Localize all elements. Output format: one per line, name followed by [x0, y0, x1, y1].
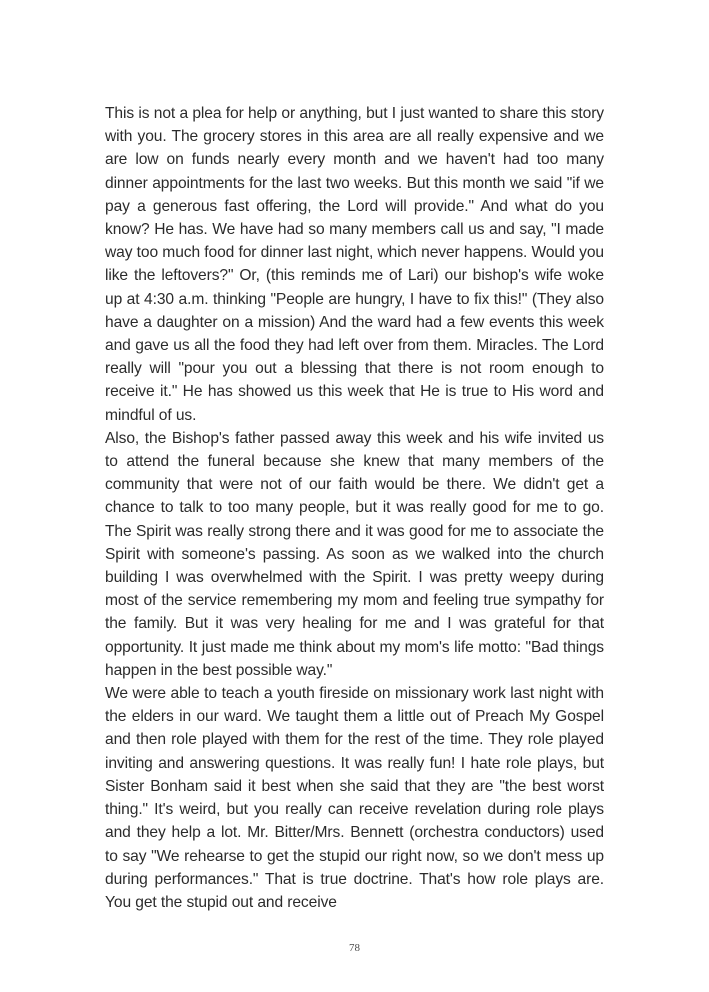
paragraph-youth-fireside: We were able to teach a youth fireside on missionary work last night with the elders in our ward. We taught them a little out of Preach My Gospel and then role played with them for the rest of the time. They role played inviting and answering questions. It was really fun! I hate role plays, but Sister Bonham said it best when she said that they are "the best worst thing." It's weird, but you really can receive revelation during role plays and they help a lot. Mr. Bitter/Mrs. Bennett (orchestra conductors) used to say "We rehearse to get the stupid our right now, so we don't mess up during performances." That is true doctrine. That's how role plays are. You get the stupid out and receive	[105, 685, 604, 911]
body-text	[105, 102, 604, 914]
paragraph-grocery-miracles: This is not a plea for help or anything, but I just wanted to share this story with you. The grocery stores in this area are all really expensive and we are low on funds nearly every month and we haven't had too many dinner appointments for the last two weeks. But this month we said "if we pay a generous fast offering, the Lord will provide." And what do you know? He has. We have had so many members call us and say, "I made way too much food for dinner last night, which never happens. Would you like the leftovers?" Or, (this reminds me of Lari) our bishop's wife woke up at 4:30 a.m. thinking "People are hungry, I have to fix this!" (They also have a daughter on a mission) And the ward had a few events this week and gave us all the food they had left over from them. Miracles. The Lord really will "pour you out a blessing that there is not room enough to receive it." He has showed us this week that He is true to His word and mindful of us.	[105, 105, 604, 424]
page-number: 78	[349, 942, 360, 954]
paragraph-funeral: Also, the Bishop's father passed away this week and his wife invited us to attend the funeral because she knew that many members of the community that were not of our faith would be there. We didn't get a chance to talk to too many people, but it was really good for me to go. The Spirit was really strong there and it was good for me to associate the Spirit with someone's passing. As soon as we walked into the church building I was overwhelmed with the Spirit. I was pretty weepy during most of the service remembering my mom and feeling true sympathy for the family. But it was very healing for me and I was grateful for that opportunity. It just made me think about my mom's life motto: "Bad things happen in the best possible way."	[105, 429, 604, 679]
